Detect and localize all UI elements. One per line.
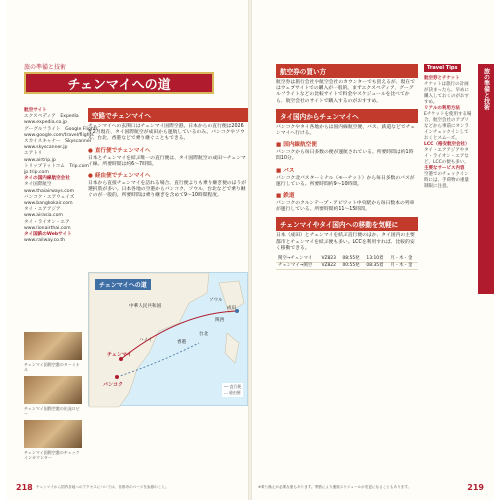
airport-photo (24, 420, 82, 448)
paragraph: バンコク北バスターミナル（モーチット）から毎日多数のバスが運行している。所要時間約9〜10時間。 (276, 175, 415, 187)
photo-caption: チェンマイ国際空港のチェックインカウンター (24, 450, 80, 460)
map-label: 台北 (199, 332, 209, 337)
sidebar-entry: トリップドットコム Trip.com (24, 163, 89, 169)
tip-text: チケットは旅行の計画が決まったら、早めに購入しておくのがおすすめ。 (424, 82, 469, 105)
paragraph: バンコクやタイ各地からは国内線航空便、バス、鉄道などでチェンマイへ行ける。 (276, 124, 416, 137)
photo-caption: チェンマイ国際空港の出発ロビー (24, 406, 80, 416)
table-cell: 08:35着 (364, 263, 388, 270)
section-heading-tickets: 航空券の買い方 (276, 64, 418, 78)
table-row (276, 263, 418, 270)
sidebar-heading: タイ国鉄のWebサイト (24, 232, 72, 238)
table-row (276, 256, 418, 263)
sidebar-entry: タイ・ライオン・エア (24, 219, 70, 225)
airport-photo (24, 332, 82, 360)
sidebar-entry: スカイスキャナー Skyscanner (24, 139, 92, 145)
table-cell: VZ823 (320, 256, 341, 263)
subheading-flights: ■ 国内線航空便 (276, 142, 317, 149)
paragraph: チェンマイへの玄関口はチェンマイ国際空港。日本からの直行便は2026年2月現在、タイ国際航空が成田から運航しているのみ。バンコクやソウル、台北、香港などで乗り継ぐこともできる。 (88, 124, 245, 142)
sidebar-entry: www.lionairthai.com (24, 225, 71, 231)
map-title: チェンマイへの道 (95, 279, 151, 290)
tips-sidebar (424, 64, 472, 190)
subheading-rail: ■ 鉄道 (276, 193, 295, 200)
sidebar-entry: タイ国際航空 (24, 182, 52, 188)
sidebar-entry: エクスペディア Expedia (24, 114, 79, 120)
page-title-banner (24, 72, 214, 94)
table-cell: 08:55発 (340, 256, 364, 263)
main-article-right (276, 64, 418, 270)
route-map (88, 272, 248, 406)
airport-photo (24, 376, 82, 404)
map-legend (222, 383, 243, 397)
map-label: ソウル (209, 298, 223, 303)
paragraph: バンコクから毎日多数の便が運航されている。所要時間は約1時間10分。 (276, 150, 414, 162)
photo-caption: チェンマイ国際空港のターミナル (24, 362, 80, 372)
section-tab: 旅の準備と技術 (24, 64, 67, 71)
tip-heading: LCC（格安航空会社） (424, 142, 470, 147)
page-title: チェンマイへの道 (67, 77, 171, 93)
table-cell: VZ822 (320, 263, 341, 270)
map-label: チェンマイ (107, 352, 132, 358)
table-cell: 13:10着 (364, 256, 388, 263)
sidebar-heading: 航空サイト (24, 108, 47, 113)
sidebar-entry: www.bangkokair.com (24, 201, 73, 207)
section-heading-domestic: タイ国内からチェンマイへ (276, 109, 418, 123)
map-label: 香港 (177, 340, 187, 345)
vertical-strip-label: 旅の準備と技術 (482, 68, 490, 110)
sidebar-entry: www.airtrip.jp (24, 157, 56, 163)
paragraph: 日本（成田）とチェンマイを結ぶ直行便のほか、タイ国内の主要都市とチェンマイを結ぶ便も多い。LCCを利用すれば、比較的安く移動できる。 (276, 233, 415, 251)
tip-text: 空港でのチェックイン時には、手荷物の重量制限に注意。 (424, 172, 469, 189)
sidebar-entry: www.skyscanner.jp (24, 145, 68, 151)
sidebar-entry: タイ・エアアジア (24, 207, 61, 213)
subheading-direct: ● 直行便でチェンマイへ (88, 147, 151, 154)
travel-tips-badge: Travel Tips (424, 64, 461, 72)
legend-direct: ── 直行便 (223, 384, 241, 389)
photo-column (24, 332, 82, 464)
footer-note: ※乗り換えが必要な便もあります。季節により運航スケジュールが変更になることもあります。 (258, 485, 412, 489)
section-heading-easy-travel: チェンマイやタイ国内への移動を気軽に (276, 217, 418, 231)
subheading-bus: ■ バス (276, 167, 295, 174)
legend-transit: --- 経由便 (223, 390, 241, 395)
tip-heading: 主要なサービス内容 (424, 166, 465, 171)
tip-heading: 航空券とチケット (424, 76, 460, 81)
paragraph: 航空券は旅行会社や航空会社のカウンターでも買えるが、現在ではウェブサイトでの購入が一般的。まずエクスペディア、グーグルフライトなどの比較サイトで料金やスケジュールを比べてから、航空会社のサイトで購入するのがおすすめ。 (276, 80, 415, 104)
sidebar-entry: バンコク・エアウェイズ (24, 194, 75, 200)
map-label: 中華人民共和国 (129, 304, 162, 309)
sidebar-entry: www.thaiairways.com (24, 188, 75, 194)
section-heading-air: 空路でチェンマイへ (88, 108, 248, 122)
footer-note: チェンマイから国内各地へのアクセスについては、各都市のページを参照のこと。 (36, 485, 169, 489)
page-number: 218 (16, 483, 33, 492)
tip-heading: リアルの利用方法 (424, 106, 460, 111)
map-label: バンコク (103, 382, 124, 388)
paragraph: 日本とチェンマイを結ぶ唯一の直行便は、タイ国際航空の成田〜チェンマイ線。所要時間は約6〜7時間。 (88, 155, 246, 167)
reference-sidebar (24, 108, 98, 244)
table-cell: 月・木・金 (388, 256, 418, 263)
table-cell: 関空→チェンマイ (276, 256, 320, 263)
sidebar-entry: www.expedia.co.jp (24, 120, 67, 126)
tip-text: タイ・エアアジアやタイ・ライオン・エアなど、LCCの便も多い。 (424, 148, 469, 165)
sidebar-entry: www.google.com/travel/flights (24, 132, 94, 138)
subheading-transit: ● 経由便でチェンマイへ (88, 173, 151, 180)
table-cell: チェンマイ→関空 (276, 263, 320, 270)
left-page (6, 0, 248, 500)
sidebar-entry: www.railway.co.th (24, 238, 66, 244)
paragraph: バンコクのクルンテープ・アピワット中央駅から毎日数本の列車が運行している。所要時間約11〜15時間。 (276, 201, 415, 213)
map-label: 関西 (215, 318, 225, 323)
tip-text: Eチケットを使用する場合、航空会社のアプリなどから事前にオンラインチェックインしておくとスムーズ。 (424, 112, 472, 141)
paragraph: 日本から直接チェンマイを訪れる場合、直行便よりも乗り継ぎ便のほうが選択肢が多い。日本各地の空港からバンコク、ソウル、台北などで乗り継ぐのが一般的。所要時間は乗り継ぎを含めて9〜10時間程度。 (88, 181, 247, 199)
map-label: ハノイ (139, 338, 153, 343)
main-article-left (88, 108, 248, 200)
table-cell: 月・木・金 (388, 263, 418, 270)
vertical-page-title: チェンマイへの道 (480, 150, 492, 230)
sidebar-entry: エアトリ (24, 151, 43, 157)
sidebar-heading: タイの国内線航空会社 (24, 176, 70, 182)
page-number: 219 (467, 483, 484, 492)
sidebar-entry: グーグルフライト Google Flights (24, 126, 98, 132)
right-page (252, 0, 494, 500)
flight-schedule-table (276, 256, 418, 270)
map-label: 成田 (227, 306, 237, 311)
table-cell: 00:55発 (340, 263, 364, 270)
sidebar-entry: www.airasia.com (24, 213, 63, 219)
sidebar-entry: jp.trip.com (24, 170, 49, 176)
